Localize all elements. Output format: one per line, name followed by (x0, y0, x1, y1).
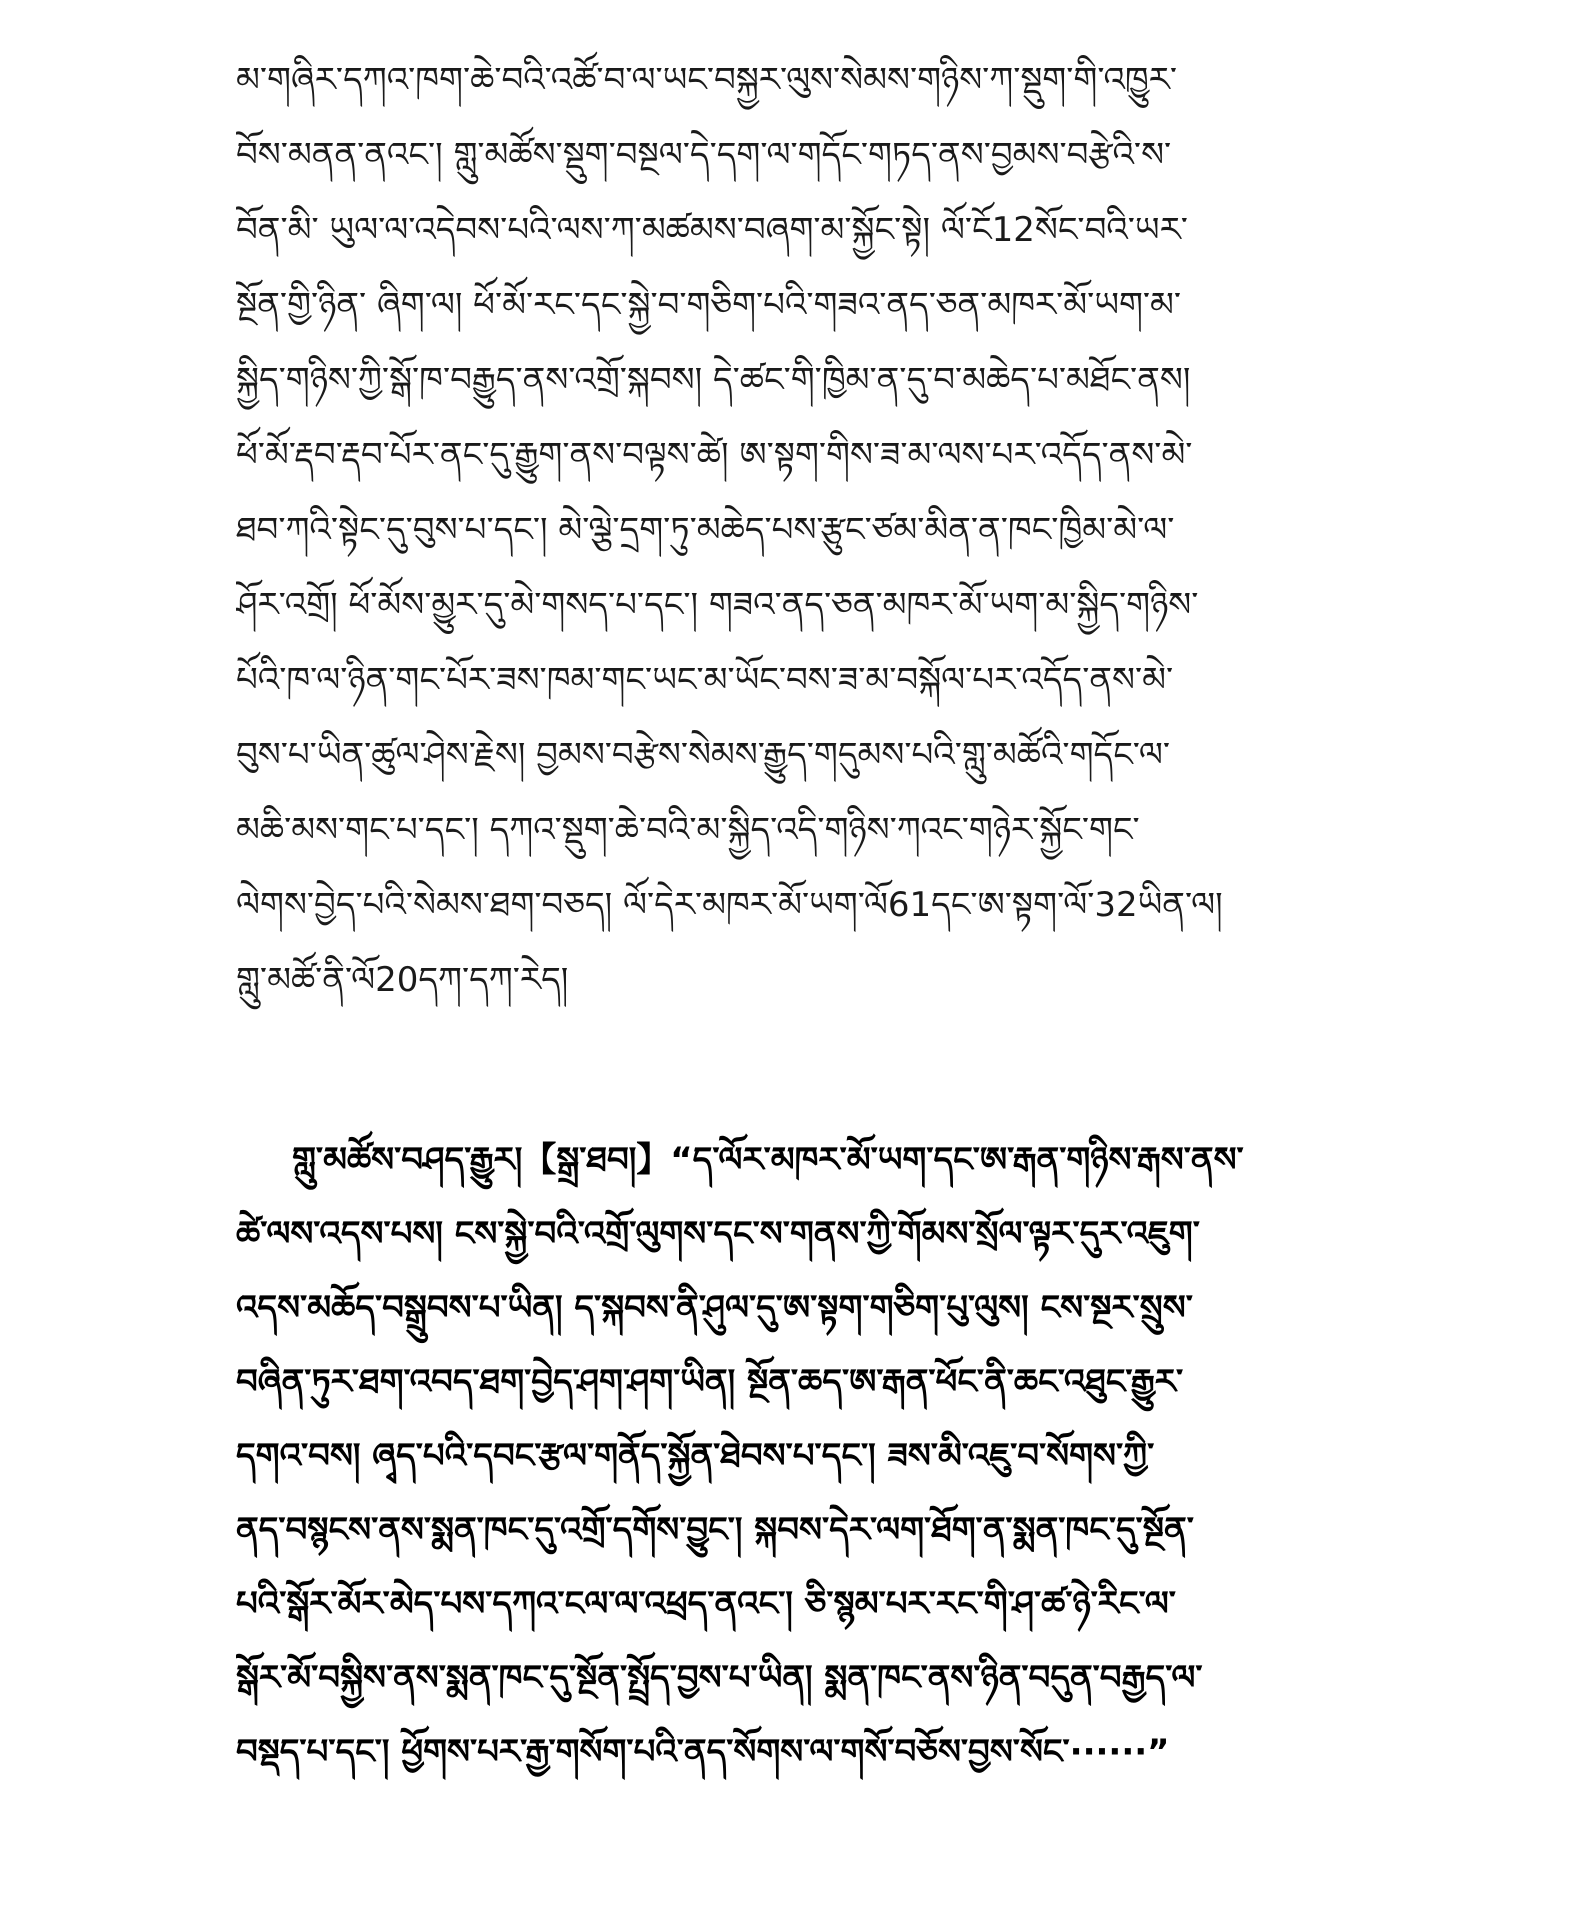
quote-line: པའི་སྒོར་མོར་མེད་པས་དཀའ་ངལ་ལ་འཕྲད་ནའང་། ཅི་སྙམ་པར་རང་གི་ཤ་ཚ་ཉེ་རིང་ལ་ (236, 1584, 1176, 1624)
quote-line: བསྡད་པ་དང་། ཕྱོགས་པར་རྒྱ་གསོག་པའི་ནད་སོགས་ལ་གསོ་བཅོས་བྱས་སོང་······” (236, 1732, 1170, 1772)
quote-line: དགའ་བས། ཞྭད་པའི་དབང་རྩལ་གནོད་སྐྱོན་ཐེབས་པ་དང་། ཟས་མི་འཇུ་བ་སོགས་ཀྱི་ (236, 1436, 1155, 1476)
text-line: བོས་མནན་ནའང་། གླུ་མཚོས་སྡུག་བསྔལ་དེ་དག་ལ་གདོང་གཏད་ནས་བྱམས་བརྩེའི་ས་ (236, 135, 1172, 175)
quote-line: ཚེ་ལས་འདས་པས། ངས་སྐྱེ་བའི་འགྲོ་ལུགས་དང་ས་གནས་ཀྱི་གོམས་སྲོལ་ལྟར་དུར་འཇུག་ (236, 1214, 1200, 1254)
text-line: བུས་པ་ཡིན་ཚུལ་ཤེས་རྗེས། བྱམས་བརྩེས་སེམས་རྒྱུད་གདུམས་པའི་གླུ་མཚོའི་གདོང་ལ་ (236, 735, 1171, 775)
text-line: བོན་མི་ ཡུལ་ལ་འདེབས་པའི་ལས་ཀ་མཚམས་བཞག་མ་སྐྱོང་སྟེ། ལོ་ངོ12སོང་བའི་ཡར་ (236, 210, 1188, 250)
text-line: གླུ་མཚོ་ནི་ལོ20དཀ་དཀ་རེད། (236, 960, 569, 1000)
text-line: མཆི་མས་གང་པ་དང་། དཀའ་སྡུག་ཆེ་བའི་མ་སྐྱིད་འདི་གཉིས་ཀའང་གཉེར་སྐྱོང་གང་ (236, 810, 1140, 850)
text-line: ལེགས་བྱེད་པའི་སེམས་ཐག་བཅད། ལོ་དེར་མཁར་མོ་ཡག་ལོ61དང་ཨ་སྟག་ལོ་32ཡིན་ལ། (236, 885, 1223, 925)
text-line: སྐྱིད་གཉིས་ཀྱི་སྒོ་ཁ་བརྒྱུད་ནས་འགྲོ་སྐབས། དེ་ཚང་གི་ཁྱིམ་ན་དུ་བ་མཆེད་པ་མཐོང་ནས། (236, 360, 1191, 400)
text-line: སྔོན་གྱི་ཉིན་ ཞིག་ལ། ཕོ་མོ་རང་དང་སྐྱེ་བ་གཅིག་པའི་གཟའ་ནད་ཅན་མཁར་མོ་ཡག་མ་ (236, 285, 1182, 325)
quote-line: ནད་བསྙངས་ནས་སྨན་ཁང་དུ་འགྲོ་དགོས་བྱུང་། སྐབས་དེར་ལག་ཐོག་ན་སྨན་ཁང་དུ་སྔོན་ (236, 1510, 1194, 1550)
quote-line: བཞིན་ཏུར་ཐག་འབད་ཐག་བྱེད་ཤག་ཤག་ཡིན། སྔོན་ཆད་ཨ་རྒན་ཕོང་ནི་ཆང་འཐུང་རྒྱུར་ (236, 1362, 1184, 1402)
body-paragraph-quote (236, 1130, 1346, 1796)
text-line: ཐབ་ཀའི་སྟེང་དུ་བུས་པ་དང་། མེ་ལྕེ་དྲག་ཏུ་མཆེད་པས་རྩུང་ཙམ་མིན་ན་ཁང་ཁྱིམ་མེ་ལ་ (236, 510, 1175, 550)
text-line: པོའི་ཁ་ལ་ཉིན་གང་པོར་ཟས་ཁམ་གང་ཡང་མ་ཡོང་བས་ཟ་མ་བསྐོལ་པར་འདོད་ནས་མེ་ (236, 660, 1174, 700)
quote-line: གླུ་མཚོས་བཤད་རྒྱུར།【སྒྲ་ཐབ།】“ད་ལོར་མཁར་མོ་ཡག་དང་ཨ་རྒན་གཉིས་རྒས་ནས་ (292, 1140, 1244, 1180)
quote-line: སྒོར་མོ་བསྐྱིས་ནས་སྨན་ཁང་དུ་སྔོན་སྤྲོད་བྱས་པ་ཡིན། སྨན་ཁང་ནས་ཉིན་བདུན་བརྒྱད་ལ་ (236, 1658, 1203, 1698)
text-line: ཕོ་མོ་རྡབ་རྡབ་པོར་ནང་དུ་རྒྱུག་ནས་བལྟས་ཚེ། ཨ་སྟག་གིས་ཟ་མ་ལས་པར་འདོད་ནས་མེ་ (236, 435, 1193, 475)
quote-line: འདས་མཆོད་བསྒྲུབས་པ་ཡིན། ད་སྐབས་ནི་ཤུལ་དུ་ཨ་སྟག་གཅིག་པུ་ལུས། ངས་སྔར་སྲུས་ (236, 1288, 1193, 1328)
text-line: མ་གཞིར་དཀའ་ཁག་ཆེ་བའི་འཚོ་བ་ལ་ཡང་བསྐྱར་ལུས་སེམས་གཉིས་ཀ་སྡུག་གི་འཁྱུར་ (236, 60, 1177, 100)
text-line: ཤོར་འགྲོ། ཕོ་མོས་མྱུར་དུ་མེ་གསད་པ་དང་། གཟའ་ནད་ཅན་མཁར་མོ་ཡག་མ་སྐྱིད་གཉིས་ (236, 585, 1199, 625)
body-paragraph-plain (236, 48, 1346, 1023)
